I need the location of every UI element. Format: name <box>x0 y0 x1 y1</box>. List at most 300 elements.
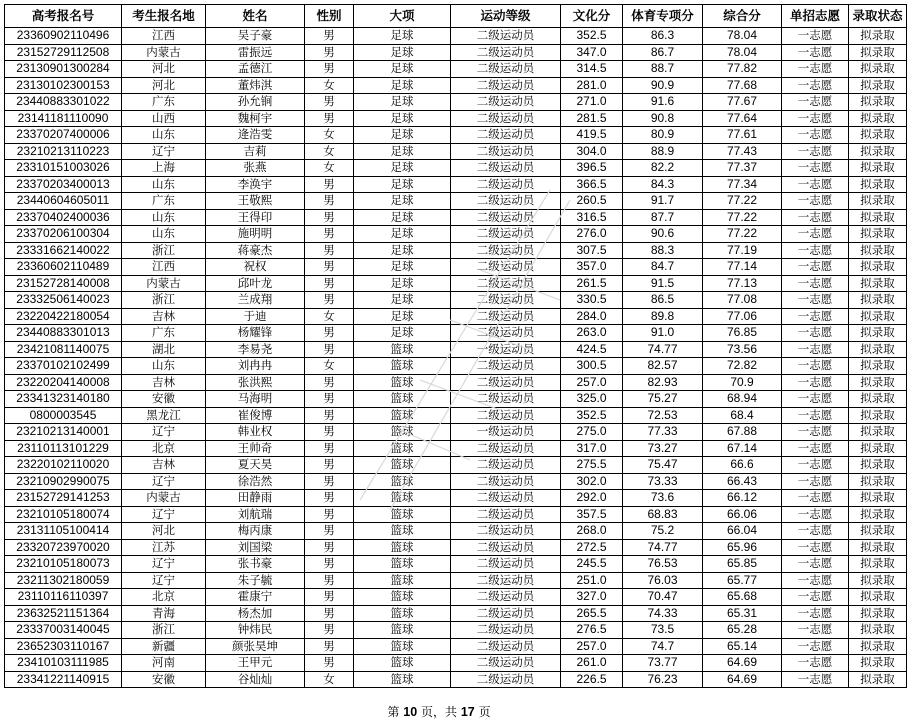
admission-status-cell: 拟录取 <box>849 242 907 259</box>
preference-cell: 一志愿 <box>782 308 849 325</box>
sport-cell: 篮球 <box>354 374 451 391</box>
academic-score-cell: 292.0 <box>561 490 623 507</box>
preference-cell: 一志愿 <box>782 589 849 606</box>
gender-cell: 男 <box>305 209 354 226</box>
table-row <box>5 605 907 622</box>
gender-cell: 男 <box>305 655 354 672</box>
region-cell: 吉林 <box>122 374 206 391</box>
region-cell: 安徽 <box>122 391 206 408</box>
gender-cell: 男 <box>305 424 354 441</box>
sport-cell: 篮球 <box>354 424 451 441</box>
region-cell: 山东 <box>122 176 206 193</box>
table-row <box>5 440 907 457</box>
table-body <box>5 28 907 688</box>
total-score-cell: 77.22 <box>703 226 782 243</box>
total-score-cell: 64.69 <box>703 671 782 688</box>
sport-cell: 篮球 <box>354 539 451 556</box>
sport-score-cell: 90.8 <box>623 110 703 127</box>
admission-status-cell: 拟录取 <box>849 556 907 573</box>
academic-score-cell: 257.0 <box>561 638 623 655</box>
total-score-cell: 68.94 <box>703 391 782 408</box>
total-score-cell: 77.67 <box>703 94 782 111</box>
region-cell: 吉林 <box>122 308 206 325</box>
preference-cell: 一志愿 <box>782 622 849 639</box>
athlete-level-cell: 二级运动员 <box>451 143 561 160</box>
total-score-cell: 66.04 <box>703 523 782 540</box>
admission-status-cell: 拟录取 <box>849 44 907 61</box>
sport-score-cell: 73.5 <box>623 622 703 639</box>
admission-status-cell: 拟录取 <box>849 391 907 408</box>
sport-score-cell: 75.27 <box>623 391 703 408</box>
name-cell: 马海明 <box>206 391 305 408</box>
footer-middle: 页，共 <box>420 705 457 719</box>
sport-score-cell: 91.5 <box>623 275 703 292</box>
athlete-level-cell: 二级运动员 <box>451 556 561 573</box>
gender-cell: 男 <box>305 490 354 507</box>
academic-score-cell: 330.5 <box>561 292 623 309</box>
athlete-level-cell: 二级运动员 <box>451 589 561 606</box>
name-cell: 魏柯宇 <box>206 110 305 127</box>
total-score-cell: 64.69 <box>703 655 782 672</box>
sport-score-cell: 74.7 <box>623 638 703 655</box>
name-cell: 王得印 <box>206 209 305 226</box>
total-score-cell: 77.22 <box>703 193 782 210</box>
admission-status-cell: 拟录取 <box>849 506 907 523</box>
preference-cell: 一志愿 <box>782 572 849 589</box>
table-row <box>5 506 907 523</box>
sport-score-cell: 70.47 <box>623 589 703 606</box>
gender-cell: 男 <box>305 374 354 391</box>
preference-cell: 一志愿 <box>782 440 849 457</box>
sport-cell: 篮球 <box>354 605 451 622</box>
region-cell: 辽宁 <box>122 506 206 523</box>
exam-id-cell: 23440604605011 <box>5 193 122 210</box>
admission-status-cell: 拟录取 <box>849 292 907 309</box>
table-row <box>5 457 907 474</box>
name-cell: 王甲元 <box>206 655 305 672</box>
total-score-cell: 77.14 <box>703 259 782 276</box>
preference-cell: 一志愿 <box>782 61 849 78</box>
region-cell: 山西 <box>122 110 206 127</box>
sport-cell: 足球 <box>354 28 451 45</box>
name-cell: 兰成翔 <box>206 292 305 309</box>
sport-cell: 足球 <box>354 325 451 342</box>
name-cell: 田静雨 <box>206 490 305 507</box>
sport-cell: 篮球 <box>354 671 451 688</box>
exam-id-cell: 23210902990075 <box>5 473 122 490</box>
preference-cell: 一志愿 <box>782 506 849 523</box>
footer-prefix: 第 <box>387 705 400 719</box>
sport-cell: 足球 <box>354 242 451 259</box>
gender-cell: 男 <box>305 523 354 540</box>
total-score-cell: 65.31 <box>703 605 782 622</box>
total-score-cell: 78.04 <box>703 44 782 61</box>
athlete-level-cell: 二级运动员 <box>451 94 561 111</box>
total-score-cell: 65.96 <box>703 539 782 556</box>
exam-id-cell: 23310151003026 <box>5 160 122 177</box>
academic-score-cell: 419.5 <box>561 127 623 144</box>
admission-status-cell: 拟录取 <box>849 127 907 144</box>
athlete-level-cell: 二级运动员 <box>451 457 561 474</box>
region-cell: 辽宁 <box>122 572 206 589</box>
name-cell: 王帅奇 <box>206 440 305 457</box>
sport-score-cell: 91.0 <box>623 325 703 342</box>
athlete-level-cell: 二级运动员 <box>451 655 561 672</box>
sport-cell: 足球 <box>354 226 451 243</box>
table-row <box>5 556 907 573</box>
sport-score-cell: 75.2 <box>623 523 703 540</box>
preference-cell: 一志愿 <box>782 242 849 259</box>
name-cell: 吴子豪 <box>206 28 305 45</box>
athlete-level-cell: 二级运动员 <box>451 308 561 325</box>
name-cell: 逄浩雯 <box>206 127 305 144</box>
exam-id-cell: 23110116110397 <box>5 589 122 606</box>
academic-score-cell: 265.5 <box>561 605 623 622</box>
table-row <box>5 374 907 391</box>
academic-score-cell: 275.5 <box>561 457 623 474</box>
sport-cell: 篮球 <box>354 655 451 672</box>
academic-score-cell: 263.0 <box>561 325 623 342</box>
gender-cell: 男 <box>305 275 354 292</box>
name-cell: 孟德江 <box>206 61 305 78</box>
preference-cell: 一志愿 <box>782 374 849 391</box>
preference-cell: 一志愿 <box>782 110 849 127</box>
sport-score-cell: 88.7 <box>623 61 703 78</box>
region-cell: 浙江 <box>122 622 206 639</box>
total-score-cell: 65.77 <box>703 572 782 589</box>
preference-cell: 一志愿 <box>782 341 849 358</box>
exam-id-cell: 23210105180073 <box>5 556 122 573</box>
athlete-level-cell: 二级运动员 <box>451 325 561 342</box>
sport-score-cell: 74.77 <box>623 539 703 556</box>
sport-cell: 篮球 <box>354 358 451 375</box>
table-row <box>5 61 907 78</box>
name-cell: 钟炜民 <box>206 622 305 639</box>
athlete-level-cell: 二级运动员 <box>451 176 561 193</box>
gender-cell: 男 <box>305 325 354 342</box>
table-row <box>5 490 907 507</box>
name-cell: 王敬熙 <box>206 193 305 210</box>
admission-status-cell: 拟录取 <box>849 209 907 226</box>
table-row <box>5 407 907 424</box>
athlete-level-cell: 一级运动员 <box>451 424 561 441</box>
sport-cell: 足球 <box>354 160 451 177</box>
name-cell: 刘冉冉 <box>206 358 305 375</box>
region-cell: 内蒙古 <box>122 44 206 61</box>
sport-score-cell: 88.9 <box>623 143 703 160</box>
table-row <box>5 391 907 408</box>
gender-cell: 女 <box>305 127 354 144</box>
sport-cell: 足球 <box>354 308 451 325</box>
admission-status-cell: 拟录取 <box>849 77 907 94</box>
preference-cell: 一志愿 <box>782 605 849 622</box>
academic-score-cell: 307.5 <box>561 242 623 259</box>
gender-cell: 男 <box>305 391 354 408</box>
region-cell: 广东 <box>122 193 206 210</box>
admission-table <box>4 4 907 688</box>
region-cell: 安徽 <box>122 671 206 688</box>
sport-cell: 足球 <box>354 143 451 160</box>
exam-id-cell: 23130102300153 <box>5 77 122 94</box>
region-cell: 辽宁 <box>122 556 206 573</box>
academic-score-cell: 251.0 <box>561 572 623 589</box>
sport-score-cell: 76.23 <box>623 671 703 688</box>
name-cell: 刘国梁 <box>206 539 305 556</box>
exam-id-cell: 23141181110090 <box>5 110 122 127</box>
sport-score-cell: 88.3 <box>623 242 703 259</box>
gender-cell: 男 <box>305 44 354 61</box>
admission-status-cell: 拟录取 <box>849 308 907 325</box>
total-score-cell: 77.13 <box>703 275 782 292</box>
academic-score-cell: 261.5 <box>561 275 623 292</box>
preference-cell: 一志愿 <box>782 473 849 490</box>
sport-score-cell: 68.83 <box>623 506 703 523</box>
sport-score-cell: 91.7 <box>623 193 703 210</box>
gender-cell: 女 <box>305 358 354 375</box>
athlete-level-cell: 二级运动员 <box>451 259 561 276</box>
athlete-level-cell: 二级运动员 <box>451 209 561 226</box>
name-cell: 崔俊博 <box>206 407 305 424</box>
academic-score-cell: 302.0 <box>561 473 623 490</box>
region-cell: 广东 <box>122 325 206 342</box>
table-row <box>5 341 907 358</box>
athlete-level-cell: 二级运动员 <box>451 391 561 408</box>
total-score-cell: 77.22 <box>703 209 782 226</box>
region-cell: 山东 <box>122 358 206 375</box>
sport-score-cell: 76.53 <box>623 556 703 573</box>
gender-cell: 男 <box>305 176 354 193</box>
region-cell: 河北 <box>122 77 206 94</box>
sport-cell: 足球 <box>354 292 451 309</box>
gender-cell: 男 <box>305 473 354 490</box>
name-cell: 韩业权 <box>206 424 305 441</box>
gender-cell: 女 <box>305 143 354 160</box>
academic-score-cell: 261.0 <box>561 655 623 672</box>
gender-cell: 男 <box>305 341 354 358</box>
name-cell: 祝权 <box>206 259 305 276</box>
athlete-level-cell: 二级运动员 <box>451 127 561 144</box>
exam-id-cell: 23341221140915 <box>5 671 122 688</box>
name-cell: 张洪熙 <box>206 374 305 391</box>
sport-cell: 篮球 <box>354 589 451 606</box>
exam-id-cell: 23220422180054 <box>5 308 122 325</box>
name-cell: 雷振远 <box>206 44 305 61</box>
col-header-name: 姓名 <box>206 5 305 28</box>
col-header-total-score: 综合分 <box>703 5 782 28</box>
athlete-level-cell: 二级运动员 <box>451 407 561 424</box>
exam-id-cell: 0800003545 <box>5 407 122 424</box>
total-score-cell: 65.28 <box>703 622 782 639</box>
table-row <box>5 77 907 94</box>
preference-cell: 一志愿 <box>782 193 849 210</box>
athlete-level-cell: 二级运动员 <box>451 671 561 688</box>
total-score-cell: 77.06 <box>703 308 782 325</box>
gender-cell: 男 <box>305 226 354 243</box>
admission-status-cell: 拟录取 <box>849 605 907 622</box>
sport-cell: 足球 <box>354 94 451 111</box>
gender-cell: 男 <box>305 407 354 424</box>
total-score-cell: 76.85 <box>703 325 782 342</box>
sport-score-cell: 73.33 <box>623 473 703 490</box>
name-cell: 李涣宇 <box>206 176 305 193</box>
total-score-cell: 67.14 <box>703 440 782 457</box>
table-row <box>5 226 907 243</box>
admission-status-cell: 拟录取 <box>849 259 907 276</box>
region-cell: 北京 <box>122 589 206 606</box>
exam-id-cell: 23210105180074 <box>5 506 122 523</box>
col-header-sport-score: 体育专项分 <box>623 5 703 28</box>
sport-score-cell: 73.6 <box>623 490 703 507</box>
exam-id-cell: 23421081140075 <box>5 341 122 358</box>
table-row <box>5 94 907 111</box>
total-score-cell: 68.4 <box>703 407 782 424</box>
exam-id-cell: 23152729141253 <box>5 490 122 507</box>
preference-cell: 一志愿 <box>782 523 849 540</box>
athlete-level-cell: 二级运动员 <box>451 605 561 622</box>
region-cell: 北京 <box>122 440 206 457</box>
academic-score-cell: 276.0 <box>561 226 623 243</box>
col-header-academic-score: 文化分 <box>561 5 623 28</box>
exam-id-cell: 23440883301013 <box>5 325 122 342</box>
gender-cell: 男 <box>305 440 354 457</box>
region-cell: 浙江 <box>122 242 206 259</box>
table-row <box>5 358 907 375</box>
exam-id-cell: 23440883301022 <box>5 94 122 111</box>
preference-cell: 一志愿 <box>782 209 849 226</box>
athlete-level-cell: 二级运动员 <box>451 77 561 94</box>
table-row <box>5 589 907 606</box>
footer-current-page: 10 <box>403 705 418 719</box>
athlete-level-cell: 二级运动员 <box>451 358 561 375</box>
sport-cell: 篮球 <box>354 341 451 358</box>
exam-id-cell: 23632521151364 <box>5 605 122 622</box>
preference-cell: 一志愿 <box>782 457 849 474</box>
admission-status-cell: 拟录取 <box>849 671 907 688</box>
exam-id-cell: 23152728140008 <box>5 275 122 292</box>
region-cell: 广东 <box>122 94 206 111</box>
name-cell: 梅丙康 <box>206 523 305 540</box>
gender-cell: 男 <box>305 94 354 111</box>
academic-score-cell: 271.0 <box>561 94 623 111</box>
admission-status-cell: 拟录取 <box>849 655 907 672</box>
preference-cell: 一志愿 <box>782 28 849 45</box>
academic-score-cell: 245.5 <box>561 556 623 573</box>
admission-status-cell: 拟录取 <box>849 539 907 556</box>
name-cell: 吉莉 <box>206 143 305 160</box>
sport-cell: 足球 <box>354 77 451 94</box>
table-row <box>5 655 907 672</box>
total-score-cell: 78.04 <box>703 28 782 45</box>
sport-score-cell: 74.77 <box>623 341 703 358</box>
admission-status-cell: 拟录取 <box>849 358 907 375</box>
athlete-level-cell: 二级运动员 <box>451 61 561 78</box>
admission-status-cell: 拟录取 <box>849 325 907 342</box>
sport-score-cell: 77.33 <box>623 424 703 441</box>
preference-cell: 一志愿 <box>782 127 849 144</box>
name-cell: 杨耀锋 <box>206 325 305 342</box>
sport-score-cell: 84.7 <box>623 259 703 276</box>
name-cell: 刘航瑞 <box>206 506 305 523</box>
total-score-cell: 77.19 <box>703 242 782 259</box>
table-row <box>5 424 907 441</box>
admission-status-cell: 拟录取 <box>849 110 907 127</box>
col-header-preference: 单招志愿 <box>782 5 849 28</box>
gender-cell: 女 <box>305 308 354 325</box>
academic-score-cell: 257.0 <box>561 374 623 391</box>
name-cell: 蒋豪杰 <box>206 242 305 259</box>
sport-score-cell: 82.93 <box>623 374 703 391</box>
preference-cell: 一志愿 <box>782 226 849 243</box>
academic-score-cell: 281.5 <box>561 110 623 127</box>
region-cell: 吉林 <box>122 457 206 474</box>
preference-cell: 一志愿 <box>782 391 849 408</box>
preference-cell: 一志愿 <box>782 539 849 556</box>
academic-score-cell: 304.0 <box>561 143 623 160</box>
admission-status-cell: 拟录取 <box>849 160 907 177</box>
exam-id-cell: 23110113101229 <box>5 440 122 457</box>
admission-status-cell: 拟录取 <box>849 143 907 160</box>
col-header-admission-status: 录取状态 <box>849 5 907 28</box>
total-score-cell: 77.61 <box>703 127 782 144</box>
gender-cell: 女 <box>305 671 354 688</box>
table-row <box>5 209 907 226</box>
athlete-level-cell: 二级运动员 <box>451 242 561 259</box>
exam-id-cell: 23152729112508 <box>5 44 122 61</box>
preference-cell: 一志愿 <box>782 176 849 193</box>
athlete-level-cell: 二级运动员 <box>451 440 561 457</box>
preference-cell: 一志愿 <box>782 490 849 507</box>
table-row <box>5 308 907 325</box>
name-cell: 徐浩然 <box>206 473 305 490</box>
gender-cell: 女 <box>305 77 354 94</box>
sport-score-cell: 82.2 <box>623 160 703 177</box>
sport-score-cell: 87.7 <box>623 209 703 226</box>
academic-score-cell: 284.0 <box>561 308 623 325</box>
total-score-cell: 77.34 <box>703 176 782 193</box>
region-cell: 江西 <box>122 28 206 45</box>
gender-cell: 男 <box>305 28 354 45</box>
total-score-cell: 70.9 <box>703 374 782 391</box>
name-cell: 霍康宁 <box>206 589 305 606</box>
athlete-level-cell: 一级运动员 <box>451 341 561 358</box>
name-cell: 张燕 <box>206 160 305 177</box>
gender-cell: 男 <box>305 457 354 474</box>
gender-cell: 男 <box>305 506 354 523</box>
sport-cell: 足球 <box>354 110 451 127</box>
table-row <box>5 638 907 655</box>
sport-score-cell: 76.03 <box>623 572 703 589</box>
admission-status-cell: 拟录取 <box>849 490 907 507</box>
gender-cell: 男 <box>305 638 354 655</box>
sport-score-cell: 90.9 <box>623 77 703 94</box>
gender-cell: 男 <box>305 110 354 127</box>
exam-id-cell: 23410103111985 <box>5 655 122 672</box>
admission-status-cell: 拟录取 <box>849 638 907 655</box>
preference-cell: 一志愿 <box>782 275 849 292</box>
academic-score-cell: 272.5 <box>561 539 623 556</box>
preference-cell: 一志愿 <box>782 655 849 672</box>
exam-id-cell: 23210213140001 <box>5 424 122 441</box>
name-cell: 邱叶龙 <box>206 275 305 292</box>
table-row <box>5 473 907 490</box>
academic-score-cell: 424.5 <box>561 341 623 358</box>
name-cell: 夏天昊 <box>206 457 305 474</box>
exam-id-cell: 23337003140045 <box>5 622 122 639</box>
preference-cell: 一志愿 <box>782 358 849 375</box>
admission-status-cell: 拟录取 <box>849 374 907 391</box>
admission-status-cell: 拟录取 <box>849 275 907 292</box>
total-score-cell: 73.56 <box>703 341 782 358</box>
